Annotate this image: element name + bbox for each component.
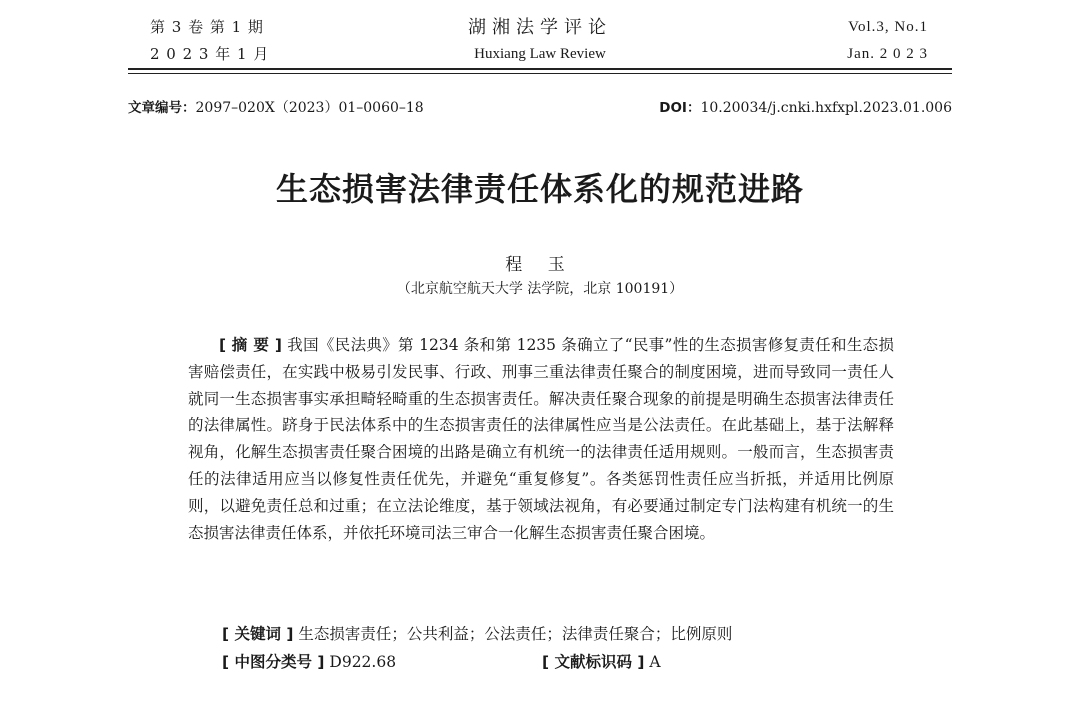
header-rule-thin [128,73,952,74]
issue-info-en [847,14,928,68]
author-name: 程 玉 [505,255,575,275]
author-affiliation: （北京航空航天大学 法学院，北京 100191） [396,281,684,297]
abstract [188,332,894,546]
volume-issue-en: Vol.3, No.1 [848,19,928,35]
article-number-value: 2097–020X（2023）01–0060–18 [195,100,424,116]
document-code-value: A [649,653,661,671]
doi-value: 10.20034/j.cnki.hxfxpl.2023.01.006 [700,100,952,116]
document-code [542,650,661,672]
issue-info [150,14,269,68]
keywords-text: 生态损害责任；公共利益；公法责任；法律责任聚合；比例原则 [298,625,733,643]
doi-label: DOI： [659,100,701,116]
document-code-label: [ 文献标识码 ] [542,653,645,671]
abstract-text: 我国《民法典》第 1234 条和第 1235 条确立了“民事”性的生态损害修复责任和生态损害赔偿责任，在实践中极易引发民事、行政、刑事三重法律责任聚合的制度困境，进而导致同一责任人就同一生态损害事实承担畸轻畸重的生态损害责任。解决责任聚合现象的前提是明确生态损害法律责任的法律属性。跻身于民法体系中的生态损害责任的法律属性应当是公法责任。在此基础上，基于法解释视角，化解生态损害责任聚合困境的出路是确立有机统一的法律责任适用规则。一般而言，生态损害责任的法律适用应当以修复性责任优先，并避免“重复修复”。各类惩罚性责任应当折抵，并适用比例原则，以避免责任总和过重；在立法论维度，基于领域法视角，有必要通过制定专门法构建有机统一的生态损害法律责任体系，并依托环境司法三审合一化解生态损害责任聚合困境。 [188,336,895,542]
publication-date: 2 0 2 3 年 1 月 [150,45,270,63]
doi [659,96,952,116]
article-number [128,96,424,117]
article-title: 生态损害法律责任体系化的规范进路 [275,170,804,208]
journal-title-zh: 湖湘法学评论 [468,17,612,38]
volume-issue: 第 3 卷 第 1 期 [150,18,264,36]
article-number-label: 文章编号： [128,100,196,116]
clc-number [222,650,396,672]
publication-date-en: Jan. 2 0 2 3 [847,46,928,62]
journal-title-en: Huxiang Law Review [474,46,606,62]
keywords [222,622,732,644]
journal-name [440,14,640,68]
clc-label: [ 中图分类号 ] [222,653,325,671]
clc-value: D922.68 [329,653,397,671]
keywords-label: [ 关键词 ] [222,625,294,643]
abstract-label: [ 摘 要 ] [219,336,282,354]
header-rule-thick [128,68,952,70]
